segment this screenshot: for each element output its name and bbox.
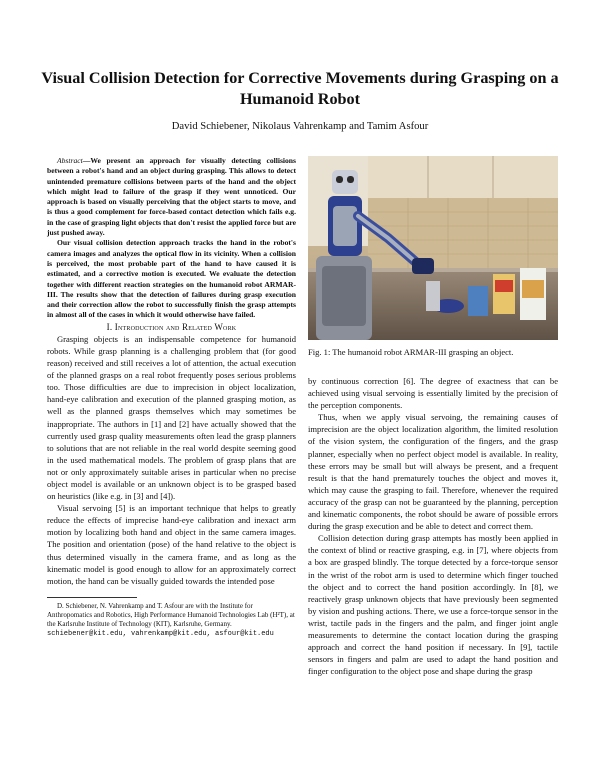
- footnote: [47, 602, 296, 640]
- paper-title: Visual Collision Detection for Corrective Movements during Grasping on a Humanoid Robot: [41, 69, 559, 108]
- abstract-text-1: We present an approach for visually detecting collisions between a robot's hand and an object during grasping. This allows to detect unintended premature collisions between parts of the hand and the object which might lead to failure of the grasp if they went unnoticed. Our approach is based on visually perceiving that the object starts to move, and is thus a good complement for force-based contact detection which fails e.g. in the case of grasping light objects that don't resist the applied force but are just pushed away.: [47, 156, 296, 238]
- robot-photo: [308, 156, 558, 340]
- figure-caption: Fig. 1: The humanoid robot ARMAR-III grasping an object.: [308, 347, 514, 357]
- abstract-paragraph-2: Our visual collision detection approach tracks the hand in the robot's camera images and analyzes the optical flow in its vicinity. When a collision is perceived, the most probable part of the hand to have caused it is estimated, and a corrective motion is executed. We evaluate the detection together with different reaction strategies on the humanoid robot ARMAR-III. The results show that the detection of failures during grasp execution and their correction allow the robot to successfully finish the grasp attempts in almost all of the cases in which it would otherwise have failed.: [47, 238, 296, 320]
- intro-paragraph-2: Visual servoing [5] is an important technique that helps to greatly reduce the effects of imprecise hand-eye calibration and inexact arm motion by localizing both hand and object in the same camera images. The position and orientation (pose) of the hand relative to the object is thus determined visually in the camera frame, and as long as the kinematic model is good enough to allow for an approximately correct motion, the hand can be visually guided towards the intended pose: [47, 503, 296, 586]
- right-paragraph-3: Collision detection during grasp attempts has mostly been applied in the context of blind or reactive grasping, e.g. in [7], where objects from a box are grasped blindly. The torque detected by a force-torque sensor in the wrist of the robot arm is used to determine which finger touched the object and to correct the hand position accordingly. In [8], we reactively grasp unknown objects that have previously been segmented by vision and pushing actions. There, we use a force-torque sensor in the wrist, tactile pads in the fingers and the palm, and finger joint angle measurements to determine the contact location during the grasping approach and correct the hand position if necessary. In [9], tactile sensors in fingers and palm are used to adapt the hand position and finger configuration to the object pose and shape during the grasp: [308, 533, 558, 677]
- paper-authors: David Schiebener, Nikolaus Vahrenkamp and Tamim Asfour: [171, 121, 429, 132]
- footnote-emails: schiebener@kit.edu, vahrenkamp@kit.edu, asfour@kit.edu: [47, 630, 274, 639]
- left-column: [47, 156, 296, 640]
- abstract-lead: Abstract: [57, 156, 83, 165]
- right-column: [308, 375, 558, 677]
- abstract-paragraph-1: [47, 156, 296, 238]
- right-paragraph-1: by continuous correction [6]. The degree of exactness that can be achieved using visual servoing is essentially limited by the precision of the perception components.: [308, 376, 558, 411]
- section-heading-intro: I. Introduction and Related Work: [106, 321, 237, 332]
- intro-paragraph-1: Grasping objects is an indispensable competence for humanoid robots. While grasp planning is a challenging problem that (for good reason) received and still receives a lot of attention, the actual execution of the planned grasps on a real robot frequently poses serious problems too. Those difficulties are due to imprecision in object localization, hand-eye calibration and execution of the planned grasping motion, as well as the planned grasps themselves which may sometimes be inappropriate. The authors in [1] and [2] have actually showed that the currently used grasp quality measurements often lead the grasp planners to solutions that are not reliable in the real world despite seeming good in the used mathematical models. The problem of grasp plans that are not or only approximately suitable arises in particular when no precise object model is available or an unknown object is to be grasped based on heuristics (like e.g. in [3] and [4]).: [47, 333, 296, 502]
- abstract: [47, 156, 296, 321]
- abstract-dash: —: [82, 156, 91, 165]
- footnote-text: D. Schiebener, N. Vahrenkamp and T. Asfour are with the Institute for Anthropomatics and Robotics, High Performance Humanoid Technologies Lab (H²T), at the Karlsruhe Institute of Technology (KIT), Karlsruhe, Germany.: [47, 601, 295, 629]
- right-paragraph-2: Thus, when we apply visual servoing, the remaining causes of imprecision are the object localization algorithm, the limited resolution of the vision system, the configuration of the fingers, and the grasp planner, especially when no perfect object model is available. In reality, these errors may be small but will always be present, and a frequent result is that the hand prematurely touches the object and moves it, which may cause the grasping to fail. Therefore, whenever the required accuracy of the grasp can not be guaranteed by the planning, perception and kinematic components, the robot should be aware of possible errors during the grasp execution and be able to detect and correct them.: [308, 412, 558, 532]
- footnote-rule: [47, 597, 137, 598]
